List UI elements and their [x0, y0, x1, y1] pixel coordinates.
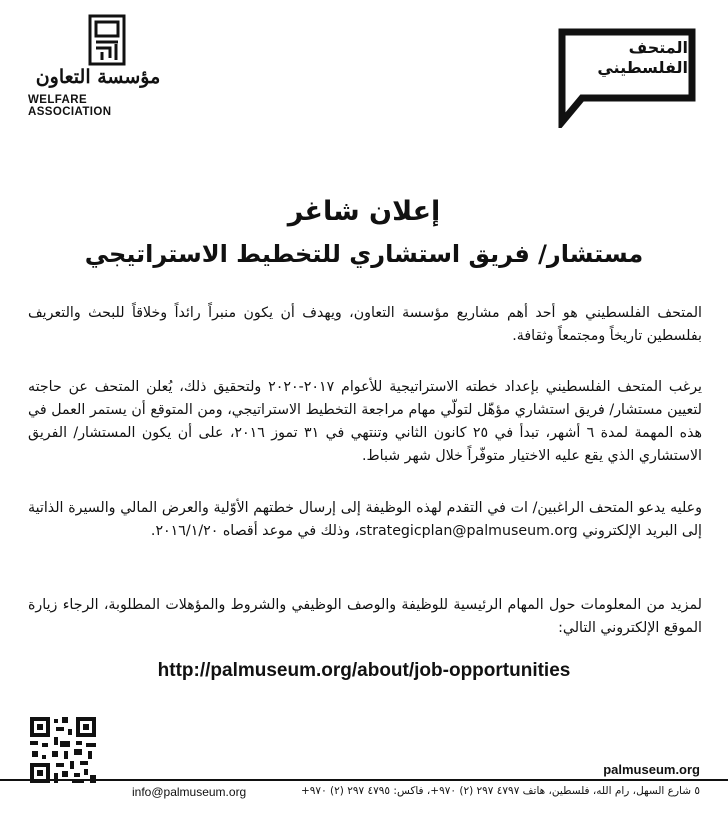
palestinian-museum-logo	[556, 28, 698, 128]
page-title: إعلان شاغر	[287, 196, 441, 227]
welfare-association-arabic-name: مؤسسة التعاون	[35, 66, 161, 88]
application-paragraph	[28, 497, 702, 543]
museum-name-line2: الفلسطيني	[597, 58, 688, 77]
page-subtitle: مستشار/ فريق استشاري للتخطيط الاستراتيجي	[84, 240, 644, 268]
footer-divider	[0, 779, 728, 781]
job-opportunities-link[interactable]: http://palmuseum.org/about/job-opportunities	[157, 660, 571, 681]
qr-code-icon	[30, 717, 96, 783]
details-paragraph: يرغب المتحف الفلسطيني بإعداد خطته الاستراتيجية للأعوام ٢٠١٧-٢٠٢٠ ولتحقيق ذلك، يُعلن المتحف عن حاجته لتعيين مستشار/ فريق استشاري مؤهّل لتولّي مهام مراجعة التخطيط الاستراتيجي، ومن المتوقع أن يستمر العمل في هذه المهمة لمدة ٦ أشهر، تبدأ في ٢٥ كانون الثاني وتنتهي في ٣١ تموز ٢٠١٦، على أن يكون المستشار/ الفريق الاستشاري الذي يقع عليه الاختيار متوفّراً خلال شهر شباط.	[28, 379, 702, 464]
footer-email[interactable]: info@palmuseum.org	[132, 785, 247, 799]
application-email-link[interactable]: strategicplan@palmuseum.org	[359, 523, 578, 539]
museum-name-line1: المتحف	[628, 38, 688, 57]
footer-address: ٥ شارع السهل، رام الله، فلسطين، هاتف ٤٧٩٧ ٢٩٧ (٢) ٩٧٠+، فاكس: ٤٧٩٥ ٢٩٧ (٢) ٩٧٠+	[300, 785, 700, 797]
calligraphic-mark-icon	[88, 14, 126, 66]
welfare-association-logo	[28, 14, 178, 118]
intro-paragraph: المتحف الفلسطيني هو أحد أهم مشاريع مؤسسة التعاون، ويهدف أن يكون منبراً رائداً وخلاقاً للبحث والتعريف بفلسطين تاريخاً ومجتمعاً وثقافة.	[28, 305, 702, 344]
footer-website[interactable]: palmuseum.org	[603, 762, 700, 777]
application-text: وعليه يدعو المتحف الراغبين/ ات في التقدم لهذه الوظيفة إلى إرسال خطتهم الأوّلية والعرض المالي والسيرة الذاتية إلى البريد الإلكتروني	[28, 500, 702, 539]
deadline-text: ، وذلك في موعد أقصاه ٢٠١٦/١/٢٠.	[150, 523, 360, 539]
more-info-paragraph: لمزيد من المعلومات حول المهام الرئيسية للوظيفة والوصف الوظيفي والشروط والمؤهلات المطلوبة، الرجاء زيارة الموقع الإلكتروني التالي:	[28, 597, 702, 636]
welfare-association-english-name: WELFARE ASSOCIATION	[28, 94, 112, 118]
